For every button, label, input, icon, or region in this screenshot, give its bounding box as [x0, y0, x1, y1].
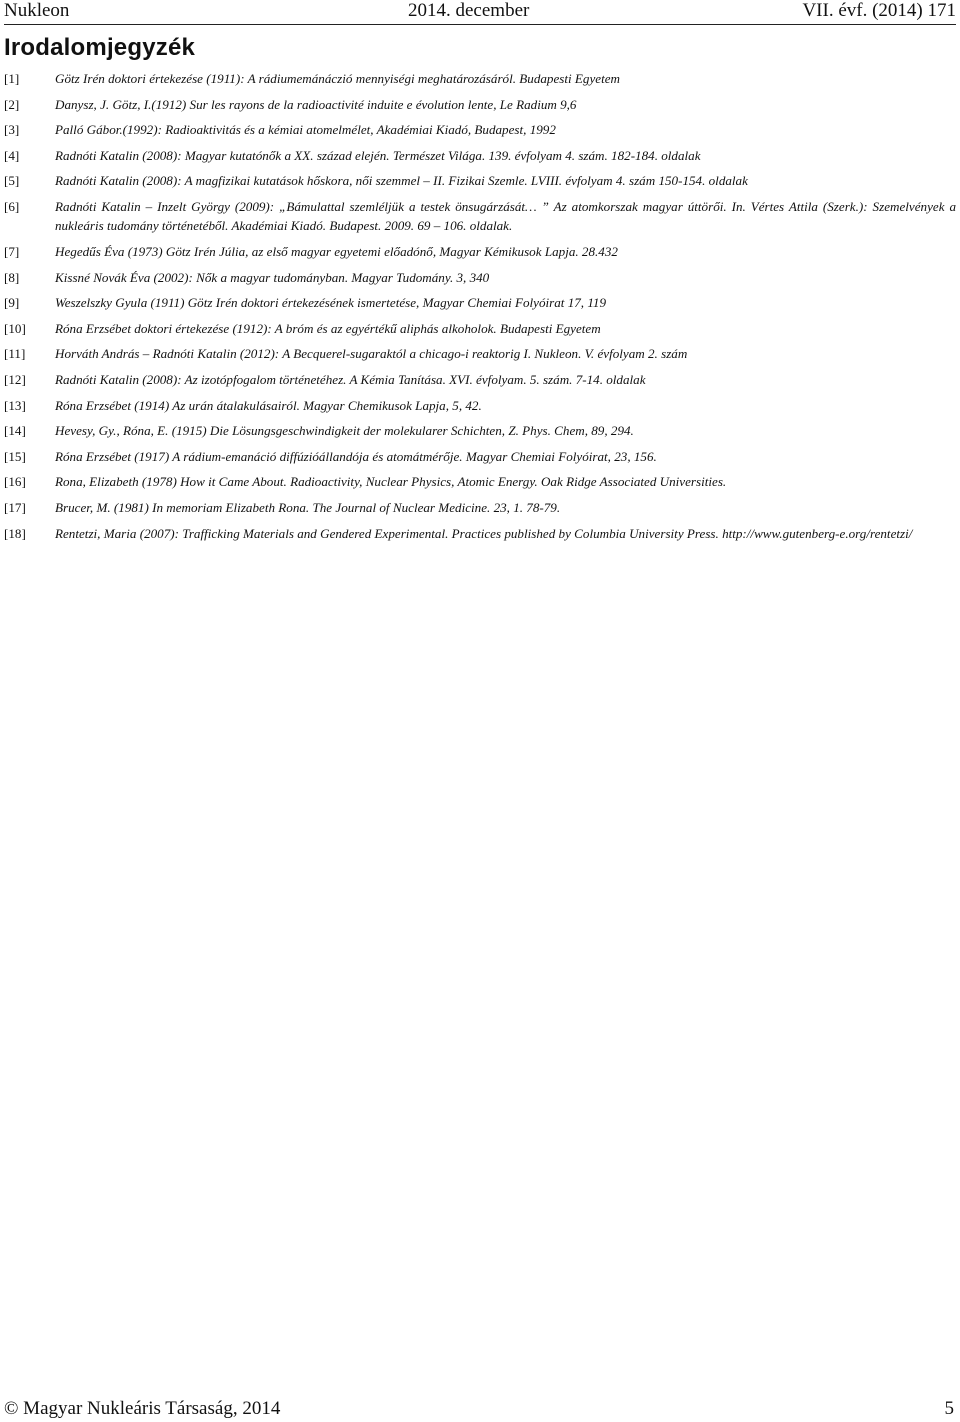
reference-item [4, 171, 956, 191]
reference-item [4, 146, 956, 166]
reference-text: Rona, Elizabeth (1978) How it Came About. Radioactivity, Nuclear Physics, Atomic Energy. Oak Ridge Associated Universities. [55, 474, 727, 490]
reference-list [4, 69, 956, 549]
reference-text: Radnóti Katalin (2008): Magyar kutatónők a XX. század elején. Természet Világa. 139. évfolyam 4. szám. 182-184. oldalak [55, 147, 701, 163]
reference-number: [18] [4, 525, 26, 541]
reference-text: Róna Erzsébet (1914) Az urán átalakulásairól. Magyar Chemikusok Lapja, 5, 42. [55, 397, 482, 413]
issue-date: 2014. december [408, 0, 530, 21]
reference-item [4, 524, 956, 544]
reference-number: [5] [4, 173, 20, 189]
reference-item [4, 344, 956, 364]
reference-item [4, 268, 956, 288]
reference-item [4, 197, 956, 236]
reference-item [4, 498, 956, 518]
reference-number: [17] [4, 500, 26, 515]
reference-number: [15] [4, 448, 26, 464]
reference-text: Brucer, M. (1981) In memoriam Elizabeth Rona. The Journal of Nuclear Medicine. 23, 1. 78-79. [55, 500, 561, 515]
reference-item [4, 447, 956, 467]
reference-item [4, 120, 956, 140]
journal-name: Nukleon [4, 0, 70, 21]
page-header [4, 0, 956, 22]
reference-item [4, 69, 956, 89]
reference-text: Radnóti Katalin – Inzelt György (2009): „Bámulattal szemléljük a testek önsugárzását… ” Az atomkorszak magyar úttörői. In. Vértes Attila (Szerk.): Szemelvények a nukleáris tudomány történetéből. Akadémiai Kiadó. Budapest. 2009. 69 – 106. oldalak. [55, 198, 956, 234]
header-divider [4, 24, 956, 25]
reference-number: [14] [4, 423, 26, 439]
reference-text: Kissné Novák Éva (2002): Nők a magyar tudományban. Magyar Tudomány. 3, 340 [55, 269, 490, 285]
section-title: Irodalomjegyzék [4, 34, 196, 61]
reference-number: [1] [4, 71, 20, 86]
reference-number: [2] [4, 96, 20, 112]
reference-text: Palló Gábor.(1992): Radioaktivitás és a kémiai atomelmélet, Akadémiai Kiadó, Budapest, 1992 [55, 122, 556, 138]
reference-item [4, 472, 956, 492]
reference-number: [8] [4, 269, 20, 285]
reference-item [4, 95, 956, 115]
reference-text: Róna Erzsébet (1917) A rádium-emanáció diffúzióállandója és atomátmérője. Magyar Chemiai Folyóirat, 23, 156. [55, 448, 657, 464]
reference-number: [16] [4, 474, 26, 490]
copyright-notice: © Magyar Nukleáris Társaság, 2014 [4, 1398, 281, 1419]
volume-info: VII. évf. (2014) 171 [802, 0, 956, 21]
reference-text: Radnóti Katalin (2008): Az izotópfogalom történetéhez. A Kémia Tanítása. XVI. évfolyam. 5. szám. 7-14. oldalak [55, 372, 646, 388]
reference-text: Götz Irén doktori értekezése (1911): A rádiumemánáczió mennyiségi meghatározásáról. Budapesti Egyetem [55, 71, 620, 86]
reference-number: [7] [4, 244, 20, 260]
reference-number: [3] [4, 122, 20, 138]
reference-number: [10] [4, 320, 26, 336]
reference-text: Danysz, J. Götz, I.(1912) Sur les rayons de la radioactivité induite e évolution lente, Le Radium 9,6 [55, 96, 577, 112]
reference-number: [13] [4, 397, 26, 413]
reference-item [4, 293, 956, 313]
reference-number: [9] [4, 295, 20, 311]
reference-text: Rentetzi, Maria (2007): Trafficking Materials and Gendered Experimental. Practices published by Columbia University Press. http://www.gutenberg-e.org/rentetzi/ [55, 525, 913, 541]
page-number: 5 [944, 1398, 954, 1419]
reference-item [4, 319, 956, 339]
reference-number: [11] [4, 346, 26, 362]
reference-number: [4] [4, 147, 20, 163]
reference-item [4, 396, 956, 416]
reference-item [4, 421, 956, 441]
reference-text: Weszelszky Gyula (1911) Götz Irén doktori értekezésének ismertetése, Magyar Chemiai Folyóirat 17, 119 [55, 295, 607, 311]
reference-text: Hevesy, Gy., Róna, E. (1915) Die Lösungsgeschwindigkeit der molekularer Schichten, Z. Phys. Chem, 89, 294. [55, 423, 634, 439]
reference-item [4, 242, 956, 262]
reference-text: Horváth András – Radnóti Katalin (2012): A Becquerel-sugaraktól a chicago-i reaktorig I. Nukleon. V. évfolyam 2. szám [55, 346, 688, 362]
reference-number: [6] [4, 198, 20, 214]
reference-text: Róna Erzsébet doktori értekezése (1912): A bróm és az egyértékű aliphás alkoholok. Budapesti Egyetem [55, 320, 601, 336]
reference-number: [12] [4, 372, 26, 388]
reference-text: Hegedűs Éva (1973) Götz Irén Júlia, az első magyar egyetemi előadónő, Magyar Kémikusok Lapja. 28.432 [55, 244, 618, 260]
reference-text: Radnóti Katalin (2008): A magfizikai kutatások hőskora, női szemmel – II. Fizikai Szemle. LVIII. évfolyam 4. szám 150-154. oldalak [55, 173, 748, 189]
reference-item [4, 370, 956, 390]
